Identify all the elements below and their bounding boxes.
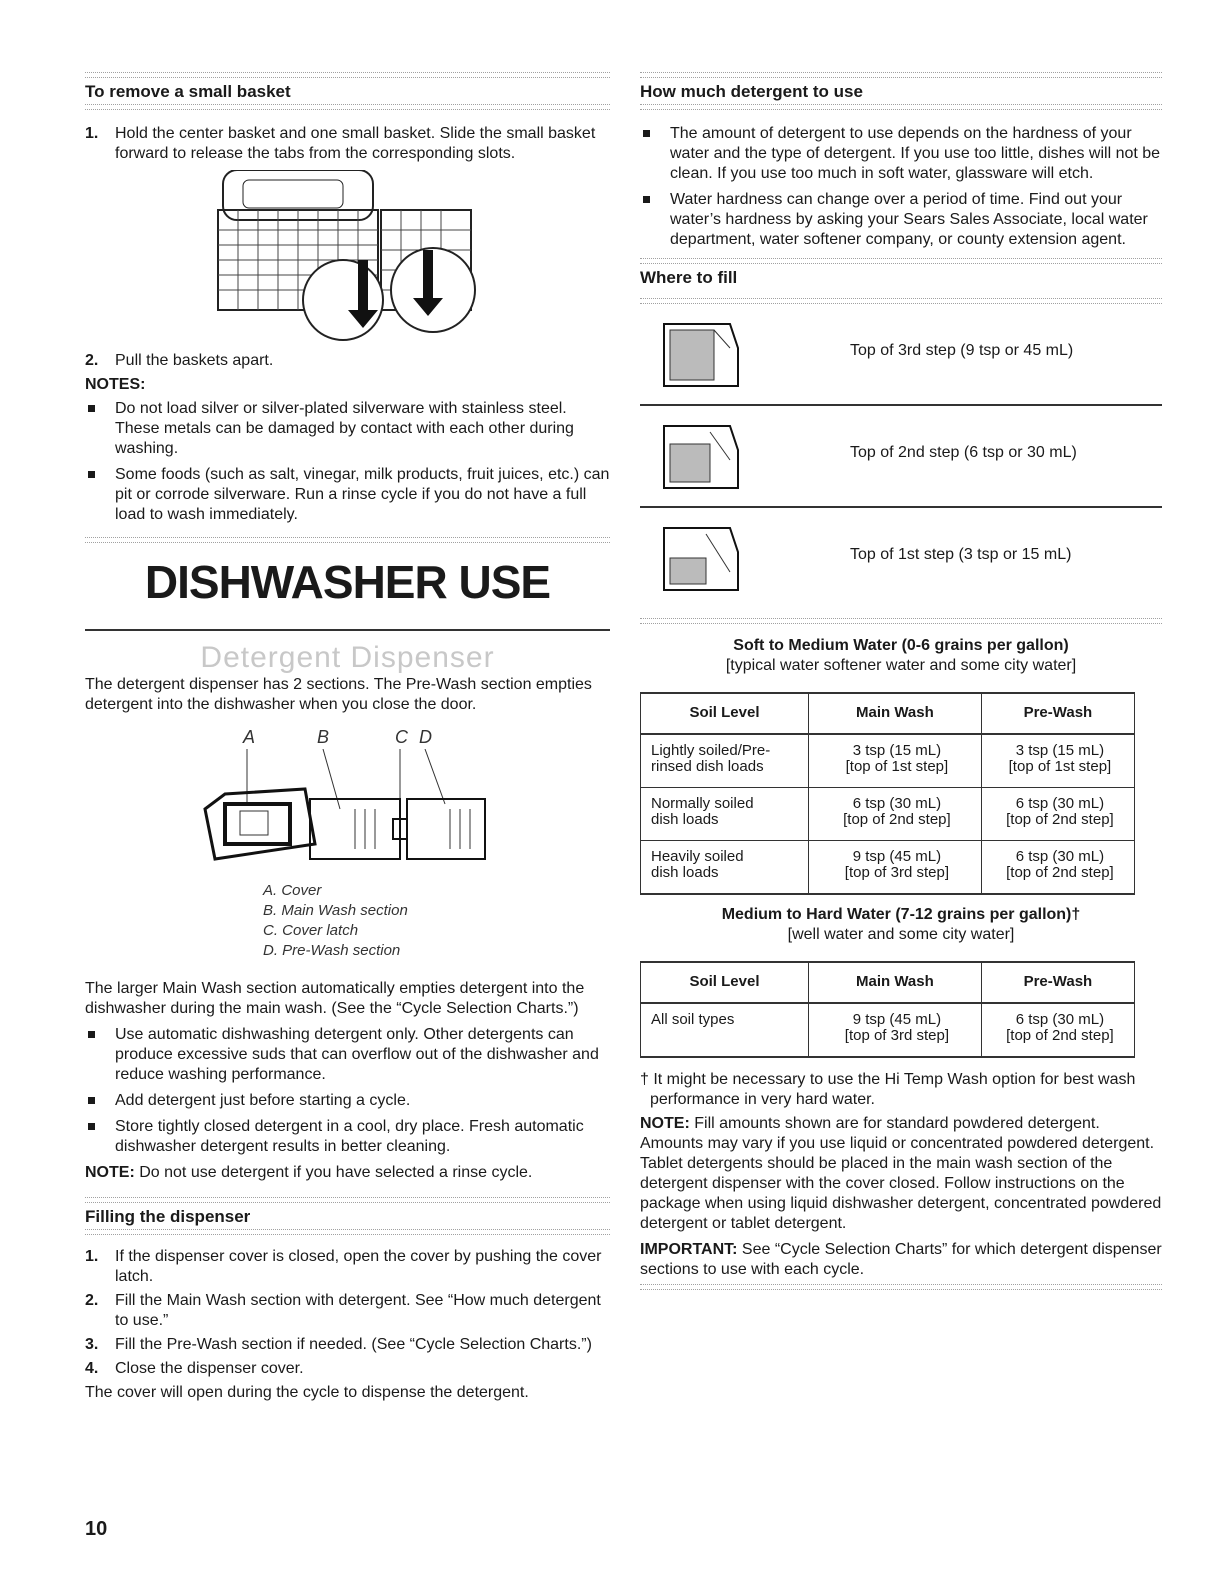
note-label: NOTE: xyxy=(85,1164,135,1181)
cell-line: Normally soiled xyxy=(651,795,754,812)
divider xyxy=(640,618,1162,624)
cell-line: Lightly soiled/Pre- xyxy=(651,742,771,759)
important-label: IMPORTANT: xyxy=(640,1241,738,1258)
divider xyxy=(640,258,1162,264)
caption-item: D. Pre-Wash section xyxy=(263,942,401,959)
divider xyxy=(640,104,1162,110)
cell-line: 6 tsp (30 mL) xyxy=(1015,795,1105,812)
cell-line: 6 tsp (30 mL) xyxy=(852,795,942,812)
step-text: Fill the Main Wash section with detergent. See “How much detergent to use.” xyxy=(115,1292,601,1329)
bullet-item: Water hardness can change over a period of time. Find out your water’s hardness by asking your Sears Sales Associate, local water department, water softener company, or county extension agent. xyxy=(640,190,1162,250)
diagram-label-a: A xyxy=(243,727,256,747)
fill-step xyxy=(85,1291,610,1331)
step-number: 2. xyxy=(85,1292,99,1309)
fill-level-label: Top of 2nd step (6 tsp or 30 mL) xyxy=(850,444,1077,461)
bullet-item: Use automatic dishwashing detergent only. Other detergents can produce excessive suds that can overflow out of the dishwasher and reduce washing performance. xyxy=(85,1025,610,1085)
where-to-fill-heading: Where to fill xyxy=(640,268,738,287)
cell-line: [top of 1st step] xyxy=(845,758,949,775)
column-header: Soil Level xyxy=(641,693,809,734)
filling-heading: Filling the dispenser xyxy=(85,1207,251,1226)
cell-line: dish loads xyxy=(651,864,719,881)
column-header: Pre-Wash xyxy=(981,693,1134,734)
table-cell xyxy=(981,1003,1134,1057)
important-note xyxy=(640,1240,1162,1280)
table-header-row xyxy=(641,962,1135,1003)
right-column xyxy=(640,0,1162,1290)
column-header: Main Wash xyxy=(808,693,981,734)
caption-item: A. Cover xyxy=(263,882,322,899)
fill-levels xyxy=(640,304,1162,608)
step-text: Hold the center basket and one small basket. Slide the small basket forward to release the tabs from the corresponding slots. xyxy=(115,125,596,162)
subsection-title: Detergent Dispenser xyxy=(200,641,495,674)
cell-line: [top of 2nd step] xyxy=(1006,1027,1114,1044)
divider xyxy=(85,537,610,543)
step-2 xyxy=(85,351,610,371)
soft-water-caption xyxy=(640,636,1162,676)
soft-table-title: Soft to Medium Water (0-6 grains per gallon) xyxy=(733,637,1069,654)
soft-water-table xyxy=(640,692,1135,895)
cell-line: dish loads xyxy=(651,811,719,828)
cell-line: 6 tsp (30 mL) xyxy=(1015,1011,1105,1028)
hard-water-table xyxy=(640,961,1135,1058)
step-1 xyxy=(85,124,610,164)
section-title: DISHWASHER USE xyxy=(144,556,551,608)
table-row xyxy=(641,788,1135,841)
dispenser-intro: The detergent dispenser has 2 sections. The Pre-Wash section empties detergent into the dishwasher when you close the door. xyxy=(85,676,592,713)
table-cell xyxy=(641,1003,809,1057)
basket-illustration xyxy=(213,170,513,345)
divider xyxy=(640,72,1162,78)
step-number: 1. xyxy=(85,1248,99,1265)
caption-item: B. Main Wash section xyxy=(263,902,408,919)
cell-line: [top of 1st step] xyxy=(1008,758,1112,775)
cell-line: 3 tsp (15 mL) xyxy=(852,742,942,759)
important-text: See “Cycle Selection Charts” for which detergent dispenser sections to use with each cycle. xyxy=(640,1241,1162,1278)
fill-row-3rd xyxy=(640,304,1162,406)
hard-table-title: Medium to Hard Water (7-12 grains per gallon)† xyxy=(721,906,1081,923)
table-cell xyxy=(808,1003,981,1057)
detergent-bullets xyxy=(85,1025,610,1157)
cell-line: All soil types xyxy=(651,1011,735,1028)
cell-line: 3 tsp (15 mL) xyxy=(1015,742,1105,759)
cell-line: [top of 3rd step] xyxy=(844,1027,950,1044)
cell-line: rinsed dish loads xyxy=(651,758,764,775)
bullet-item: The amount of detergent to use depends on the hardness of your water and the type of detergent. If you use too little, dishes will not be clean. If you use too much in soft water, glassware will etch. xyxy=(640,124,1162,184)
main-wash-text: The larger Main Wash section automatically empties detergent into the dishwasher during the main wash. (See the “Cycle Selection Charts.”) xyxy=(85,980,585,1017)
cell-line: [top of 2nd step] xyxy=(1006,811,1114,828)
cell-line: [top of 2nd step] xyxy=(1006,864,1114,881)
step-number: 4. xyxy=(85,1360,99,1377)
note-item: Do not load silver or silver-plated silverware with stainless steel. These metals can be damaged by contact with each other during washing. xyxy=(85,399,610,459)
bullet-item: Store tightly closed detergent in a cool, dry place. Fresh automatic dishwasher detergent results in better cleaning. xyxy=(85,1117,610,1157)
notes-label: NOTES: xyxy=(85,376,146,393)
table-cell xyxy=(981,841,1134,895)
divider xyxy=(85,1197,610,1203)
table-row xyxy=(641,1003,1135,1057)
title-rule xyxy=(85,629,610,631)
table-header-row xyxy=(641,693,1135,734)
remove-basket-heading: To remove a small basket xyxy=(85,82,291,101)
column-header: Main Wash xyxy=(808,962,981,1003)
step-text: Close the dispenser cover. xyxy=(115,1360,304,1377)
step-text: If the dispenser cover is closed, open the cover by pushing the cover latch. xyxy=(115,1248,602,1285)
fill-step xyxy=(85,1247,610,1287)
table-cell xyxy=(981,788,1134,841)
table-cell xyxy=(808,788,981,841)
divider xyxy=(85,1229,610,1235)
note-item: Some foods (such as salt, vinegar, milk products, fruit juices, etc.) can pit or corrode silverware. Run a rinse cycle if you do not have a full load to wash immediately. xyxy=(85,465,610,525)
column-header: Soil Level xyxy=(641,962,809,1003)
fill-level-label: Top of 3rd step (9 tsp or 45 mL) xyxy=(850,342,1074,359)
table-cell xyxy=(641,734,809,788)
fill-step xyxy=(85,1359,610,1379)
rinse-note xyxy=(85,1163,610,1183)
footnote: † It might be necessary to use the Hi Temp Wash option for best wash performance in very hard water. xyxy=(640,1071,1136,1108)
table-cell xyxy=(808,734,981,788)
diagram-label-d: D xyxy=(419,727,432,747)
fill-row-1st xyxy=(640,508,1162,608)
table-row xyxy=(641,734,1135,788)
diagram-label-c: C xyxy=(395,727,408,747)
fill-note xyxy=(640,1114,1162,1234)
hard-table-subtitle: [well water and some city water] xyxy=(787,926,1015,943)
bullet-item: Add detergent just before starting a cycle. xyxy=(85,1091,610,1111)
cell-line: [top of 2nd step] xyxy=(843,811,951,828)
dispenser-illustration xyxy=(195,749,495,879)
fill-step xyxy=(85,1335,610,1355)
step-number: 2. xyxy=(85,352,99,369)
divider xyxy=(640,1284,1162,1290)
table-cell xyxy=(808,841,981,895)
caption-item: C. Cover latch xyxy=(263,922,359,939)
note-text: Do not use detergent if you have selected a rinse cycle. xyxy=(139,1164,533,1181)
dispenser-step3-icon xyxy=(660,318,740,390)
table-cell xyxy=(981,734,1134,788)
step-number: 3. xyxy=(85,1336,99,1353)
cell-line: 6 tsp (30 mL) xyxy=(1015,848,1105,865)
hard-water-caption xyxy=(640,905,1162,945)
dispenser-step1-icon xyxy=(660,522,740,594)
filling-closing: The cover will open during the cycle to dispense the detergent. xyxy=(85,1384,529,1401)
how-much-heading: How much detergent to use xyxy=(640,82,863,101)
step-text: Fill the Pre-Wash section if needed. (See “Cycle Selection Charts.”) xyxy=(115,1336,592,1353)
divider xyxy=(85,72,610,78)
soft-table-subtitle: [typical water softener water and some city water] xyxy=(725,657,1077,674)
fill-level-label: Top of 1st step (3 tsp or 15 mL) xyxy=(850,546,1072,563)
note-label: NOTE: xyxy=(640,1115,690,1132)
diagram-label-b: B xyxy=(317,727,330,747)
column-header: Pre-Wash xyxy=(981,962,1134,1003)
cell-line: Heavily soiled xyxy=(651,848,744,865)
table-cell xyxy=(641,841,809,895)
cell-line: 9 tsp (45 mL) xyxy=(852,848,942,865)
dispenser-diagram xyxy=(85,727,610,877)
table-row xyxy=(641,841,1135,895)
cell-line: [top of 3rd step] xyxy=(844,864,950,881)
step-text: Pull the baskets apart. xyxy=(115,352,274,369)
step-number: 1. xyxy=(85,125,99,142)
dispenser-step2-icon xyxy=(660,420,740,492)
table-cell xyxy=(641,788,809,841)
cell-line: 9 tsp (45 mL) xyxy=(852,1011,942,1028)
fill-row-2nd xyxy=(640,406,1162,508)
note-text: Fill amounts shown are for standard powdered detergent. Amounts may vary if you use liquid or concentrated powdered detergent. Tablet detergents should be placed in the main wash section of the detergent dispenser with the cover closed. Follow instructions on the package when using liquid dishwasher detergent, concentrated powdered detergent or tablet detergent. xyxy=(640,1115,1162,1232)
divider xyxy=(85,104,610,110)
diagram-captions xyxy=(263,881,610,961)
page-number: 10 xyxy=(85,1518,108,1540)
left-column xyxy=(85,0,610,1403)
